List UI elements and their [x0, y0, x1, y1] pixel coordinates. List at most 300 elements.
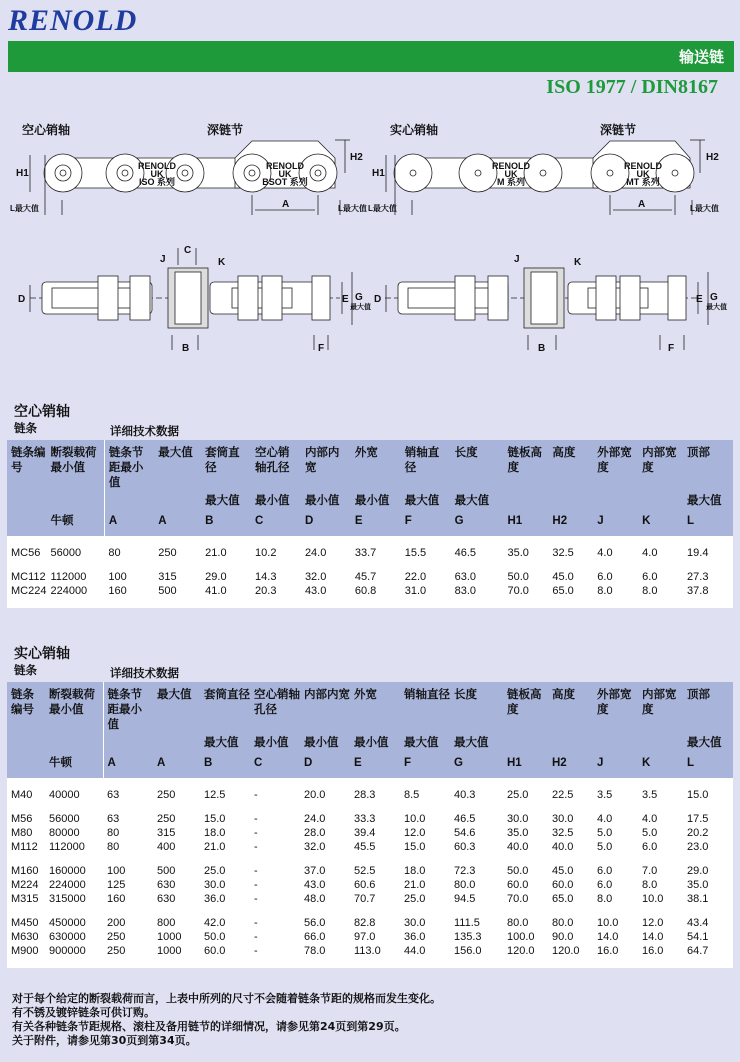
- dim-gmax-left: 最大值: [350, 304, 371, 311]
- table-cell: 29.0: [683, 864, 733, 878]
- header-cell: C: [251, 514, 301, 536]
- table-row: [7, 840, 733, 854]
- header-cell: [104, 494, 154, 514]
- table-cell: 250: [103, 930, 153, 944]
- header-row-units: [7, 756, 733, 778]
- table-cell: 80: [104, 546, 154, 560]
- spacer-cell: [548, 598, 593, 608]
- table-cell: 18.0: [400, 864, 450, 878]
- table-cell: 80: [103, 826, 153, 840]
- dim-h2-left: H2: [350, 152, 363, 163]
- header-cell: [153, 736, 200, 756]
- spacer-cell: [350, 778, 400, 788]
- table-cell: 45.0: [548, 570, 593, 584]
- spacer-cell: [503, 778, 548, 788]
- table-cell: 30.0: [200, 878, 250, 892]
- spacer-cell: [7, 536, 46, 546]
- header-cell: E: [350, 756, 400, 778]
- table-cell: 6.0: [638, 570, 683, 584]
- category-banner: [8, 41, 734, 72]
- spacer-cell: [251, 560, 301, 570]
- table-row: [7, 812, 733, 826]
- table-cell: 23.0: [683, 840, 733, 854]
- table-cell: 113.0: [350, 944, 400, 958]
- table-cell: M630: [7, 930, 45, 944]
- table-cell: M56: [7, 812, 45, 826]
- table-cell: 28.3: [350, 788, 400, 802]
- table-cell: 160: [104, 584, 154, 598]
- plate-text-2a: RENOLD: [266, 161, 304, 171]
- header-cell: 最大值: [201, 494, 251, 514]
- solid-pin-spec-table: [7, 682, 733, 968]
- spacer-cell: [200, 854, 250, 864]
- header-cell: E: [351, 514, 401, 536]
- header-cell: 最小值: [251, 494, 301, 514]
- table-cell: 46.5: [450, 812, 503, 826]
- table-cell: 25.0: [200, 864, 250, 878]
- solid-pin-label: 实心销轴: [390, 123, 439, 137]
- spacer-cell: [46, 536, 104, 546]
- spacer-cell: [45, 854, 103, 864]
- table-cell: 4.0: [593, 546, 638, 560]
- header-cell: C: [250, 756, 300, 778]
- spacer-cell: [300, 906, 350, 916]
- header-cell: [593, 494, 638, 514]
- table-cell: MC224: [7, 584, 46, 598]
- dim-f-left: F: [318, 343, 325, 354]
- spacer-cell: [46, 560, 104, 570]
- table-cell: 27.3: [683, 570, 733, 584]
- spacer-cell: [104, 560, 154, 570]
- table-cell: 70.7: [350, 892, 400, 906]
- table-cell: 43.0: [300, 878, 350, 892]
- table-cell: 36.0: [400, 930, 450, 944]
- table-cell: 1000: [153, 944, 200, 958]
- table-cell: 5.0: [638, 826, 683, 840]
- dim-l-left-1: L最大值: [10, 204, 39, 213]
- table-cell: 63: [103, 812, 153, 826]
- table-cell: 50.0: [200, 930, 250, 944]
- table-cell: 160: [103, 892, 153, 906]
- header-cell: 最大值: [154, 440, 201, 494]
- table-cell: M900: [7, 944, 45, 958]
- header-cell: [7, 756, 45, 778]
- table-cell: 66.0: [300, 930, 350, 944]
- header-cell: 销轴直径: [400, 682, 450, 736]
- table-cell: 54.6: [450, 826, 503, 840]
- header-row-units: [7, 514, 733, 536]
- header-cell: 外部宽度: [593, 682, 638, 736]
- spacer-cell: [250, 802, 300, 812]
- plate-text-4c: MT 系列: [626, 177, 660, 187]
- table-cell: 70.0: [503, 584, 548, 598]
- footnote-4: 关于附件，请参见第30页到第34页。: [12, 1034, 197, 1047]
- table-cell: 100: [103, 864, 153, 878]
- table-cell: 39.4: [350, 826, 400, 840]
- table-cell: 20.3: [251, 584, 301, 598]
- spacer-cell: [7, 958, 45, 968]
- spacer-cell: [451, 560, 504, 570]
- table-cell: 17.5: [683, 812, 733, 826]
- spacer-cell: [250, 958, 300, 968]
- table-cell: 36.0: [200, 892, 250, 906]
- table-cell: 500: [153, 864, 200, 878]
- spacer-cell: [201, 598, 251, 608]
- spacer-cell: [638, 560, 683, 570]
- dim-h1-left: H1: [16, 168, 29, 179]
- header-cell: 内部内宽: [301, 440, 351, 494]
- table-row: [7, 892, 733, 906]
- table-cell: 630000: [45, 930, 103, 944]
- spacer-cell: [351, 536, 401, 546]
- spacer-cell: [450, 802, 503, 812]
- table-row: [7, 826, 733, 840]
- table-cell: 50.0: [503, 570, 548, 584]
- spacer-cell: [300, 958, 350, 968]
- spacer-cell: [593, 560, 638, 570]
- header-cell: H2: [548, 756, 593, 778]
- group-spacer: [7, 778, 733, 788]
- table-cell: 200: [103, 916, 153, 930]
- header-cell: [46, 494, 104, 514]
- header-cell: 牛顿: [46, 514, 104, 536]
- header-cell: 内部宽度: [638, 682, 683, 736]
- table-cell: 45.0: [548, 864, 593, 878]
- spacer-cell: [400, 778, 450, 788]
- table-cell: 44.0: [400, 944, 450, 958]
- table-cell: 64.7: [683, 944, 733, 958]
- table-cell: 135.3: [450, 930, 503, 944]
- header-row-headers: [7, 440, 733, 494]
- spacer-cell: [351, 560, 401, 570]
- spacer-cell: [548, 854, 593, 864]
- header-cell: 长度: [451, 440, 504, 494]
- table-cell: M450: [7, 916, 45, 930]
- dim-j-left: J: [160, 254, 166, 265]
- table-cell: 250: [103, 944, 153, 958]
- spacer-cell: [103, 958, 153, 968]
- spacer-cell: [638, 598, 683, 608]
- table-cell: -: [250, 864, 300, 878]
- header-cell: A: [104, 514, 154, 536]
- header-cell: 断裂载荷最小值: [45, 682, 103, 736]
- header-cell: 最小值: [350, 736, 400, 756]
- table-cell: 14.0: [638, 930, 683, 944]
- spacer-cell: [450, 854, 503, 864]
- spacer-cell: [45, 906, 103, 916]
- table-cell: 112000: [45, 840, 103, 854]
- header-row-subheaders: [7, 736, 733, 756]
- group-spacer: [7, 560, 733, 570]
- table-cell: 56.0: [300, 916, 350, 930]
- spacer-cell: [200, 778, 250, 788]
- table-cell: 15.0: [200, 812, 250, 826]
- spacer-cell: [300, 802, 350, 812]
- table-cell: -: [250, 878, 300, 892]
- table-cell: 24.0: [300, 812, 350, 826]
- chain-drawings: [0, 100, 740, 370]
- spacer-cell: [103, 854, 153, 864]
- table-cell: 46.5: [451, 546, 504, 560]
- table-cell: -: [250, 788, 300, 802]
- table-row: [7, 878, 733, 892]
- plate-text-1c: ISO 系列: [138, 177, 176, 187]
- table-cell: 54.1: [683, 930, 733, 944]
- table-cell: 28.0: [300, 826, 350, 840]
- spacer-cell: [200, 906, 250, 916]
- table-cell: 20.2: [683, 826, 733, 840]
- spacer-cell: [400, 854, 450, 864]
- header-cell: D: [300, 756, 350, 778]
- table-cell: 38.1: [683, 892, 733, 906]
- spacer-cell: [7, 560, 46, 570]
- spacer-cell: [301, 560, 351, 570]
- plate-text-4b: UK: [636, 169, 650, 179]
- spacer-cell: [593, 906, 638, 916]
- spacer-cell: [683, 560, 733, 570]
- table-cell: 21.0: [201, 546, 251, 560]
- header-cell: 长度: [450, 682, 503, 736]
- header-cell: 链条节距最小值: [103, 682, 153, 736]
- header-cell: 牛顿: [45, 756, 103, 778]
- header-cell: 链板高度: [503, 682, 548, 736]
- solid-plan-view: [385, 268, 708, 350]
- table-cell: 3.5: [638, 788, 683, 802]
- header-cell: 断裂载荷最小值: [46, 440, 104, 494]
- table-cell: 125: [103, 878, 153, 892]
- plate-text-3a: RENOLD: [492, 161, 530, 171]
- header-cell: 最大值: [400, 736, 450, 756]
- spacer-cell: [548, 802, 593, 812]
- header-cell: 高度: [548, 682, 593, 736]
- spacer-cell: [451, 536, 504, 546]
- table-cell: 22.5: [548, 788, 593, 802]
- table-cell: 12.0: [638, 916, 683, 930]
- spacer-cell: [503, 802, 548, 812]
- table-row: [7, 916, 733, 930]
- header-cell: G: [450, 756, 503, 778]
- table-cell: M224: [7, 878, 45, 892]
- spacer-cell: [7, 802, 45, 812]
- spacer-cell: [154, 560, 201, 570]
- table-cell: 8.5: [400, 788, 450, 802]
- table-cell: 14.0: [593, 930, 638, 944]
- dim-g-right: G: [710, 292, 718, 303]
- header-cell: 链条编号: [7, 682, 45, 736]
- table-cell: 22.0: [401, 570, 451, 584]
- header-cell: J: [593, 514, 638, 536]
- deep-link-label: 深链节: [207, 123, 244, 137]
- table-cell: 65.0: [548, 892, 593, 906]
- table-cell: 6.0: [638, 840, 683, 854]
- standard-label: ISO 1977 / DIN8167: [546, 76, 718, 98]
- header-cell: H1: [503, 514, 548, 536]
- table-cell: M40: [7, 788, 45, 802]
- table-cell: MC56: [7, 546, 46, 560]
- table-cell: 40000: [45, 788, 103, 802]
- hollow-pin-label: 空心销轴: [22, 123, 71, 137]
- footnote-2: 有不锈及镀锌链条可供订购。: [12, 1006, 155, 1019]
- footnote-1: 对于每个给定的断裂载荷而言，上表中所列的尺寸不会随着链条节距的规格而发生变化。: [12, 992, 441, 1005]
- table-cell: 45.7: [351, 570, 401, 584]
- table-cell: 94.5: [450, 892, 503, 906]
- spacer-cell: [503, 536, 548, 546]
- solid-detail-label: 详细技术数据: [110, 666, 179, 680]
- spacer-cell: [548, 906, 593, 916]
- spacer-cell: [7, 778, 45, 788]
- spacer-cell: [104, 598, 154, 608]
- table-cell: 31.0: [401, 584, 451, 598]
- spacer-cell: [401, 598, 451, 608]
- table-cell: 32.0: [300, 840, 350, 854]
- table-row: [7, 584, 733, 598]
- spacer-cell: [450, 778, 503, 788]
- table-cell: 60.0: [200, 944, 250, 958]
- table-cell: MC112: [7, 570, 46, 584]
- header-cell: 内部宽度: [638, 440, 683, 494]
- table-cell: 21.0: [400, 878, 450, 892]
- dim-d-left: D: [18, 294, 26, 305]
- table-cell: 25.0: [503, 788, 548, 802]
- deep-link-label-2: 深链节: [600, 123, 637, 137]
- table-cell: 80.0: [503, 916, 548, 930]
- table-cell: 35.0: [503, 546, 548, 560]
- spacer-cell: [401, 560, 451, 570]
- spacer-cell: [400, 906, 450, 916]
- spacer-cell: [103, 802, 153, 812]
- table-cell: 21.0: [200, 840, 250, 854]
- spacer-cell: [683, 906, 733, 916]
- spacer-cell: [153, 778, 200, 788]
- dim-b-right: B: [538, 343, 546, 354]
- table-cell: -: [250, 930, 300, 944]
- header-cell: 链条编号: [7, 440, 46, 494]
- header-cell: [638, 494, 683, 514]
- table-cell: 120.0: [503, 944, 548, 958]
- table-end-spacer: [7, 958, 733, 968]
- header-cell: 最大值: [200, 736, 250, 756]
- spacer-cell: [301, 536, 351, 546]
- dim-e-right: E: [696, 294, 703, 305]
- dim-k-left: K: [218, 257, 226, 268]
- spacer-cell: [548, 560, 593, 570]
- spacer-cell: [548, 536, 593, 546]
- table-cell: 35.0: [503, 826, 548, 840]
- spacer-cell: [153, 958, 200, 968]
- plate-text-3b: UK: [504, 169, 518, 179]
- table-cell: 224000: [46, 584, 104, 598]
- table-cell: 111.5: [450, 916, 503, 930]
- dim-j-right: J: [514, 254, 520, 265]
- solid-chain-label: 链条: [14, 663, 37, 677]
- spacer-cell: [503, 598, 548, 608]
- table-cell: 630: [153, 878, 200, 892]
- table-cell: 65.0: [548, 584, 593, 598]
- header-cell: 最小值: [250, 736, 300, 756]
- table-row: [7, 944, 733, 958]
- spacer-cell: [153, 802, 200, 812]
- group-spacer: [7, 906, 733, 916]
- spacer-cell: [683, 778, 733, 788]
- spacer-cell: [638, 854, 683, 864]
- table-cell: 250: [153, 788, 200, 802]
- spacer-cell: [300, 778, 350, 788]
- spacer-cell: [593, 778, 638, 788]
- spacer-cell: [251, 536, 301, 546]
- spacer-cell: [45, 778, 103, 788]
- spacer-cell: [351, 598, 401, 608]
- spacer-cell: [401, 536, 451, 546]
- table-cell: 80.0: [450, 878, 503, 892]
- header-cell: G: [451, 514, 504, 536]
- table-cell: 250: [154, 546, 201, 560]
- dim-l-right-2: L最大值: [690, 204, 719, 213]
- spacer-cell: [153, 854, 200, 864]
- header-cell: B: [200, 756, 250, 778]
- banner-title: 输送链: [678, 48, 724, 66]
- table-cell: 7.0: [638, 864, 683, 878]
- table-cell: 60.6: [350, 878, 400, 892]
- header-cell: F: [401, 514, 451, 536]
- spacer-cell: [503, 854, 548, 864]
- dim-l-right-1: L最大值: [368, 204, 397, 213]
- table-cell: 14.3: [251, 570, 301, 584]
- header-cell: [7, 514, 46, 536]
- header-cell: A: [154, 514, 201, 536]
- header-cell: [593, 736, 638, 756]
- header-cell: 空心销轴孔径: [250, 682, 300, 736]
- table-cell: -: [250, 812, 300, 826]
- table-cell: 120.0: [548, 944, 593, 958]
- header-cell: 外宽: [350, 682, 400, 736]
- spacer-cell: [7, 854, 45, 864]
- header-cell: 最小值: [351, 494, 401, 514]
- table-cell: 10.0: [638, 892, 683, 906]
- spacer-cell: [593, 958, 638, 968]
- header-cell: K: [638, 514, 683, 536]
- plate-text-3c: M 系列: [497, 177, 525, 187]
- table-cell: 43.0: [301, 584, 351, 598]
- header-cell: 最大值: [451, 494, 504, 514]
- table-cell: 16.0: [593, 944, 638, 958]
- header-cell: [45, 736, 103, 756]
- spacer-cell: [638, 958, 683, 968]
- table-cell: -: [250, 892, 300, 906]
- spacer-cell: [201, 536, 251, 546]
- table-cell: 12.5: [200, 788, 250, 802]
- table-cell: 80000: [45, 826, 103, 840]
- table-cell: 315: [154, 570, 201, 584]
- table-cell: 83.0: [451, 584, 504, 598]
- table-cell: 40.3: [450, 788, 503, 802]
- header-cell: [548, 736, 593, 756]
- spacer-cell: [638, 778, 683, 788]
- header-cell: 套筒直径: [200, 682, 250, 736]
- header-cell: 最小值: [300, 736, 350, 756]
- header-cell: A: [153, 756, 200, 778]
- dim-g-left: G: [355, 292, 363, 303]
- spacer-cell: [450, 958, 503, 968]
- table-cell: 56000: [46, 546, 104, 560]
- group-spacer: [7, 802, 733, 812]
- table-cell: 90.0: [548, 930, 593, 944]
- table-cell: 250: [153, 812, 200, 826]
- table-cell: -: [250, 916, 300, 930]
- spacer-cell: [201, 560, 251, 570]
- spacer-cell: [400, 958, 450, 968]
- dim-gmax-right: 最大值: [706, 304, 727, 311]
- dim-k-right: K: [574, 257, 582, 268]
